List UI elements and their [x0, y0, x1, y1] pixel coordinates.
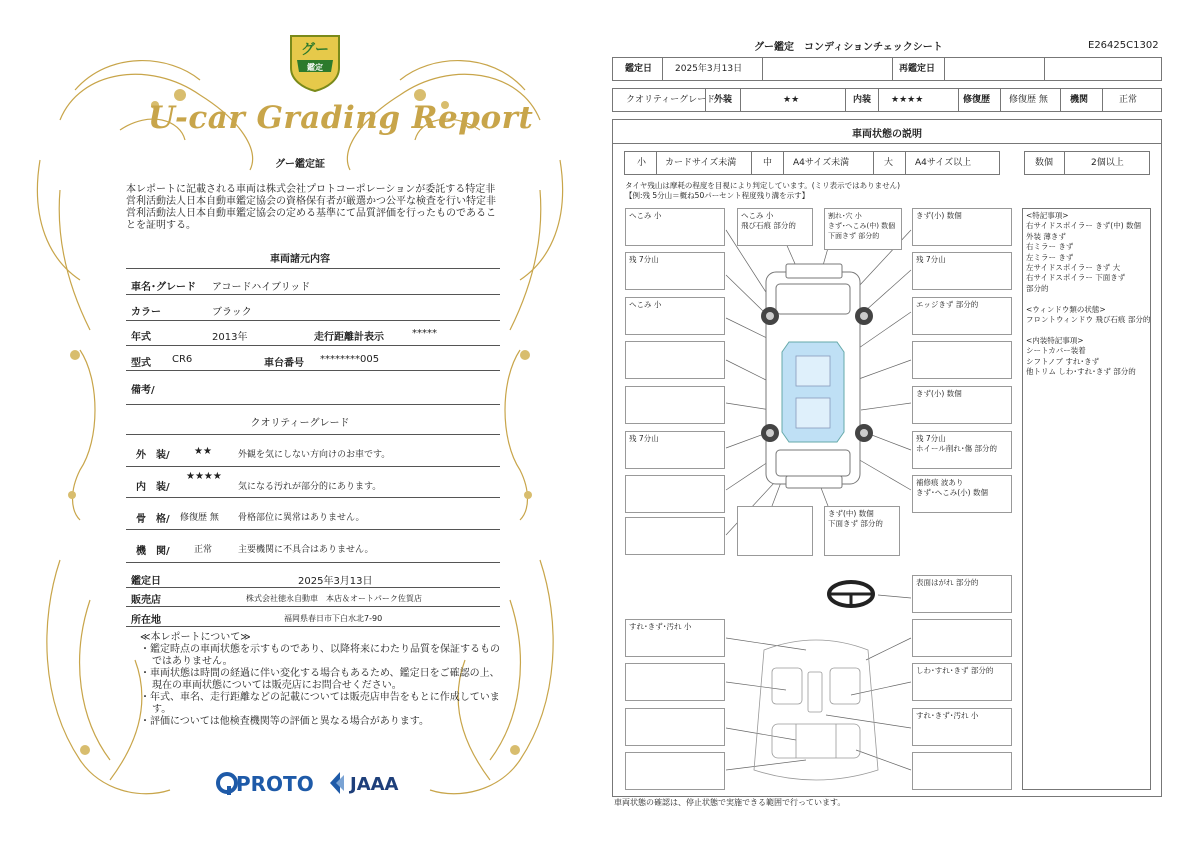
condition-check-sheet [606, 0, 1200, 848]
special-note-line: シートカバー装着 [1026, 346, 1086, 356]
certificate-subtitle: グー鑑定証 [275, 159, 325, 170]
special-note-line: <ウィンドウ類の状態> [1026, 304, 1106, 314]
special-note-line: 外装 薄きず [1026, 231, 1066, 241]
model-value: CR6 [172, 354, 193, 365]
grade-heading: クオリティーグレード [250, 418, 350, 429]
sheet-title: グー鑑定 コンディションチェックシート [754, 42, 943, 53]
note-item: ・評価については他検査機関等の評価と異なる場合があります。 [140, 716, 429, 727]
ext-value: ★★ [783, 95, 800, 105]
sheet-date-label: 鑑定日 [625, 64, 653, 74]
interior-box-6: しわ･すれ･きず 部分的 [912, 663, 1012, 701]
legend-small: 小 [637, 158, 647, 168]
damage-box-trunk: きず(中) 数個 下面きず 部分的 [824, 506, 900, 556]
special-note-line [1026, 325, 1147, 335]
damage-box-rear-bumper-left [625, 517, 725, 555]
damage-box-right-front-door: エッジきず 部分的 [912, 297, 1012, 335]
special-note-line [1026, 294, 1147, 304]
int-label: 内装 [853, 95, 872, 105]
damage-box-front-right: きず(小) 数個 [912, 208, 1012, 246]
color-value: ブラック [212, 307, 252, 318]
damage-box-front-bumper: へこみ 小 飛び石痕 部分的 [737, 208, 813, 246]
car-name-label: 車名･グレード [131, 282, 196, 293]
certificate-intro: 本レポートに記載される車両は株式会社プロトコーポレーションが委託する特定非営利活動法人日本自動車鑑定協会の資格保有者が厳選かつ公平な検査を行い特定非営利活動法人日本自動車鑑定協会の定める基準にて品質評価を行ったものであることを証明する。 [126, 184, 496, 231]
damage-box-rear-right: 補修痕 波あり きず･へこみ(小) 数個 [912, 475, 1012, 513]
svg-text:鑑定: 鑑定 [307, 63, 323, 72]
sheet-date-value: 2025年3月13日 [675, 64, 743, 74]
damage-box-left-quarter [625, 386, 725, 424]
special-note-line: 他トリム しわ･すれ･きず 部分的 [1026, 367, 1136, 377]
svg-text:グー: グー [301, 42, 329, 58]
color-label: カラー [131, 307, 161, 318]
repair-value: 修復歴 無 [1009, 95, 1048, 105]
special-note-line: <特記事項> [1026, 211, 1069, 220]
int-value: ★★★★ [891, 95, 924, 105]
special-notes-panel [1022, 208, 1151, 790]
damage-box-front-left: へこみ 小 [625, 208, 725, 246]
report-notes [140, 632, 500, 728]
mileage-value: ***** [412, 328, 437, 339]
car-name-value: アコードハイブリッド [212, 282, 311, 293]
chassis-label: 車台番号 [264, 358, 304, 369]
exterior-stars: ★★ [194, 446, 212, 457]
damage-box-rear-left [625, 475, 725, 513]
count-value: 2個以上 [1091, 158, 1124, 168]
damage-box-right-quarter: きず(小) 数個 [912, 386, 1012, 424]
damage-box-left-front-door: へこみ 小 [625, 297, 725, 335]
special-note-line: 部分的 [1026, 283, 1049, 293]
special-note-line: 右ミラー きず [1026, 242, 1074, 252]
damage-box-rear-bumper [737, 506, 813, 556]
note-item: ・鑑定時点の車両状態を示すものであり、以降将来にわたり品質を保証するものではありません。 [140, 644, 500, 667]
proto-logo-icon [216, 772, 238, 796]
exterior-label: 外 装/ [136, 450, 170, 461]
date-value: 2025年3月13日 [298, 576, 373, 587]
notes-heading: ≪本レポートについて≫ [140, 632, 251, 643]
jaaa-logo-text: JAAA [350, 774, 399, 795]
grade-label: クオリティーグレード [626, 95, 716, 105]
special-note-line: <内装特記事項> [1026, 335, 1084, 345]
tire-box-front-left: 残 7分山 [625, 252, 725, 290]
engine-desc: 主要機関に不具合はありません。 [238, 545, 374, 555]
remarks-label: 備考/ [131, 385, 155, 396]
model-label: 型式 [131, 358, 151, 369]
ext-label: 外装 [714, 95, 733, 105]
sheet-footer: 車両状態の確認は、停止状態で実施できる範囲で行っています。 [614, 798, 846, 807]
engine-label-sheet: 機関 [1070, 95, 1089, 105]
interior-label: 内 装/ [136, 482, 170, 493]
tire-box-front-right: 残 7分山 [912, 252, 1012, 290]
special-note-line: シフトノブ すれ･きず [1026, 356, 1100, 366]
note-item: ・車両状態は時間の経過に伴い変化する場合もあるため、鑑定日をご確認の上、現在の車両状態については販売店にお問合せください。 [140, 668, 500, 691]
sheet-code: E26425C1302 [1088, 40, 1159, 51]
reinspect-label: 再鑑定日 [899, 64, 936, 74]
chassis-value: ********005 [320, 354, 380, 365]
spec-heading: 車両諸元内容 [270, 254, 330, 265]
dealer-label: 販売店 [131, 595, 161, 606]
special-note-line: フロントウィンドウ 飛び石痕 部分的 [1026, 315, 1151, 325]
year-label: 年式 [131, 332, 151, 343]
damage-box-right-rear-door [912, 341, 1012, 379]
interior-desc: 気になる汚れが部分的にあります。 [238, 482, 382, 492]
proto-logo-text: PROTO [236, 772, 314, 796]
damage-box-left-rear-door [625, 341, 725, 379]
date-label: 鑑定日 [131, 576, 161, 587]
steering-wheel-icon [829, 582, 873, 606]
frame-value: 修復歴 無 [180, 513, 219, 523]
mileage-label: 走行距離計表示 [314, 332, 384, 343]
damage-box-steering-wheel: 表面はがれ 部分的 [912, 575, 1012, 613]
tire-note: タイヤ残山は摩耗の程度を目視により判定しています。(ミリ表示ではありません) [625, 181, 901, 190]
interior-box-3 [625, 708, 725, 746]
interior-stars: ★★★★ [186, 471, 222, 482]
section-title: 車両状態の説明 [852, 129, 922, 140]
legend-small-desc: カードサイズ未満 [665, 158, 737, 168]
address-label: 所在地 [131, 615, 161, 626]
special-note-line: 右サイドスポイラー きず(中) 数個 [1026, 221, 1142, 231]
tire-box-rear-left: 残 7分山 [625, 431, 725, 469]
damage-box-front-grille: 割れ･穴 小 きず･へこみ(中) 数個 下面きず 部分的 [824, 208, 902, 250]
special-note-line: 右サイドスポイラー 下面きず [1026, 273, 1126, 283]
engine-value: 正常 [194, 545, 213, 555]
interior-box-5 [912, 619, 1012, 657]
interior-box-1: すれ･きず･汚れ 小 [625, 619, 725, 657]
interior-seat-diagram [754, 640, 878, 780]
legend-large-desc: A4サイズ以上 [915, 158, 972, 168]
note-item: ・年式、車名、走行距離などの記載については販売店申告をもとに作成しています。 [140, 692, 500, 715]
legend-large: 大 [884, 158, 894, 168]
year-value: 2013年 [212, 332, 248, 343]
engine-value-sheet: 正常 [1119, 95, 1138, 105]
address-value: 福岡県春日市下白水北7-90 [284, 614, 383, 623]
special-note-line: 左サイドスポイラー きず 大 [1026, 263, 1121, 273]
frame-desc: 骨格部位に異常はありません。 [238, 513, 365, 523]
engine-label: 機 関/ [136, 546, 170, 557]
tire-box-rear-right: 残 7分山 ホイール削れ･傷 部分的 [912, 431, 1012, 469]
interior-box-4 [625, 752, 725, 790]
frame-label: 骨 格/ [136, 514, 170, 525]
repair-label: 修復歴 [963, 95, 991, 105]
jaaa-logo-icon [328, 770, 346, 796]
interior-box-7: すれ･きず･汚れ 小 [912, 708, 1012, 746]
exterior-desc: 外観を気にしない方向けのお車です。 [238, 450, 391, 460]
legend-medium-desc: A4サイズ未満 [793, 158, 850, 168]
interior-box-2 [625, 663, 725, 701]
report-title: U-car Grading Report [148, 100, 534, 136]
count-label: 数個 [1035, 158, 1054, 168]
legend-medium: 中 [763, 158, 773, 168]
interior-box-8 [912, 752, 1012, 790]
dealer-value: 株式会社徳永自動車 本店＆オートパーク佐賀店 [246, 594, 422, 603]
tire-example: 【例:残 5分山＝概ね50パーセント程度残り溝を示す】 [625, 191, 810, 200]
special-note-line: 左ミラー きず [1026, 252, 1074, 262]
goo-kantei-badge-icon [287, 30, 343, 92]
